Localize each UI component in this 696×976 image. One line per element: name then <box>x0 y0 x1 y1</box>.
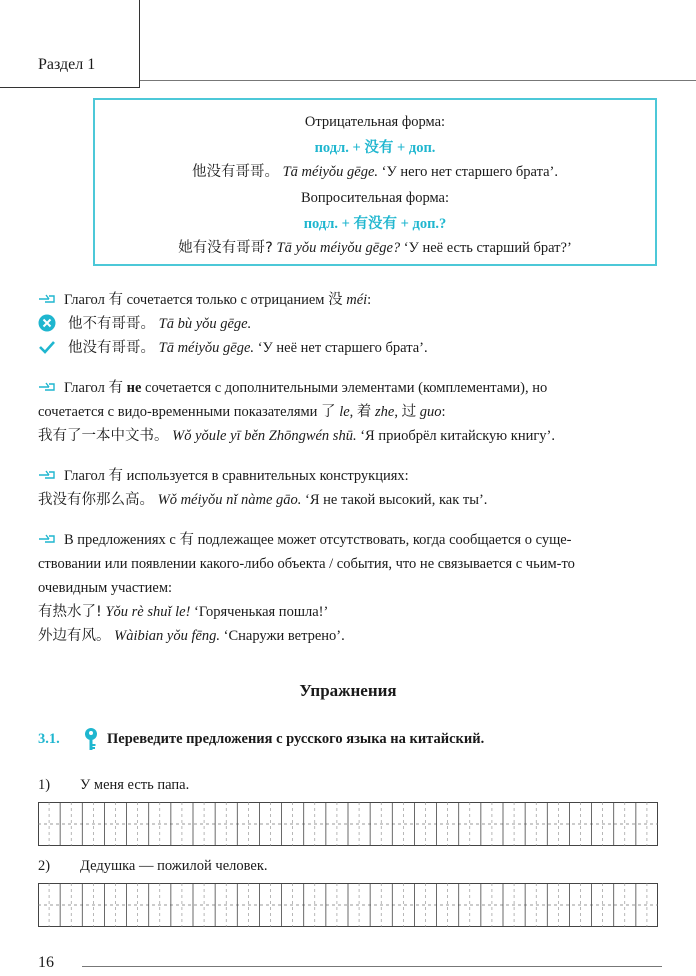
section-header-box <box>0 0 140 88</box>
grammar-box <box>93 98 657 266</box>
note-2-example: 我有了一本中文书。 Wǒ yǒule yī běn Zhōngwén shū. ‘Я приобрёл китайскую книгу’. <box>38 428 555 444</box>
exercises-title: Упражнения <box>299 681 397 700</box>
note-2-line-2: сочетается с видо-временными показателями 了 le, 着 zhe, 过 guo: <box>38 404 446 420</box>
key-icon <box>82 727 100 751</box>
note-4-example-1: 有热水了! Yǒu rè shuǐ le! ‘Горяченькая пошла!’ <box>38 604 329 620</box>
note-4-example-2: 外边有风。 Wàibian yǒu fēng. ‘Снаружи ветрено’. <box>38 628 345 644</box>
pointing-hand-icon <box>38 380 56 394</box>
q-label: Вопросительная форма: <box>300 190 450 206</box>
q-formula: подл. + 有没有 + доп.? <box>303 216 447 232</box>
wrong-cross-icon <box>38 314 56 332</box>
task-number: 3.1. <box>38 731 60 747</box>
q-example <box>95 236 655 257</box>
page-number: 16 <box>38 954 54 971</box>
footer-rule <box>82 966 662 967</box>
note-1-right-example: 他没有哥哥。 Tā méiyǒu gēge. ‘У неё нет старшего брата’. <box>38 336 662 360</box>
q-example-pinyin: Tā yǒu méiyǒu gēge? <box>276 240 401 256</box>
writing-grid[interactable] <box>38 883 658 927</box>
note-3-example: 我没有你那么高。 Wǒ méiyǒu nǐ nàme gāo. ‘Я не такой высокий, как ты’. <box>38 492 488 508</box>
note-4-line-3: очевидным участием: <box>38 580 173 596</box>
note-2-line-1: Глагол 有 не сочетается с дополнительными элементами (комплементами), но <box>38 376 662 400</box>
task-instruction: Переведите предложения с русского языка на китайский. <box>107 731 485 747</box>
neg-formula: подл. + 没有 + доп. <box>314 140 436 156</box>
correct-check-icon <box>38 338 56 356</box>
note-1-rule: Глагол 有 сочетается только с отрицанием 没 méi: <box>38 288 662 312</box>
exercise-item-number: 2) <box>38 858 51 874</box>
neg-example-cn: 他没有哥哥。 <box>191 164 279 180</box>
note-4-line-1: В предложениях с 有 подлежащее может отсутствовать, когда сообщается о суще- <box>38 528 662 552</box>
neg-example-pinyin: Tā méiyǒu gēge. <box>282 164 379 180</box>
exercise-item-text: Дедушка — пожилой человек. <box>80 858 268 874</box>
neg-example-ru: ‘У него нет старшего брата’. <box>381 164 558 180</box>
neg-label: Отрицательная форма: <box>304 114 446 130</box>
q-example-cn: 她有没有哥哥? <box>178 240 273 256</box>
writing-grid[interactable] <box>38 802 658 846</box>
note-4-line-2: ствовании или появлении какого-либо объекта / события, что не связывается с чьим-то <box>38 556 575 572</box>
note-3-rule: Глагол 有 используется в сравнительных конструкциях: <box>38 464 662 488</box>
header-rule <box>140 80 696 81</box>
neg-example <box>95 160 655 181</box>
pointing-hand-icon <box>38 468 56 482</box>
exercise-item-text: У меня есть папа. <box>80 777 190 793</box>
pointing-hand-icon <box>38 292 56 306</box>
section-label: Раздел 1 <box>38 56 96 73</box>
pointing-hand-icon <box>38 532 56 546</box>
exercise-item-number: 1) <box>38 777 51 793</box>
note-1-wrong-example: 他不有哥哥。 Tā bù yǒu gēge. <box>38 312 662 336</box>
q-example-ru: ‘У неё есть старший брат?’ <box>403 240 572 256</box>
